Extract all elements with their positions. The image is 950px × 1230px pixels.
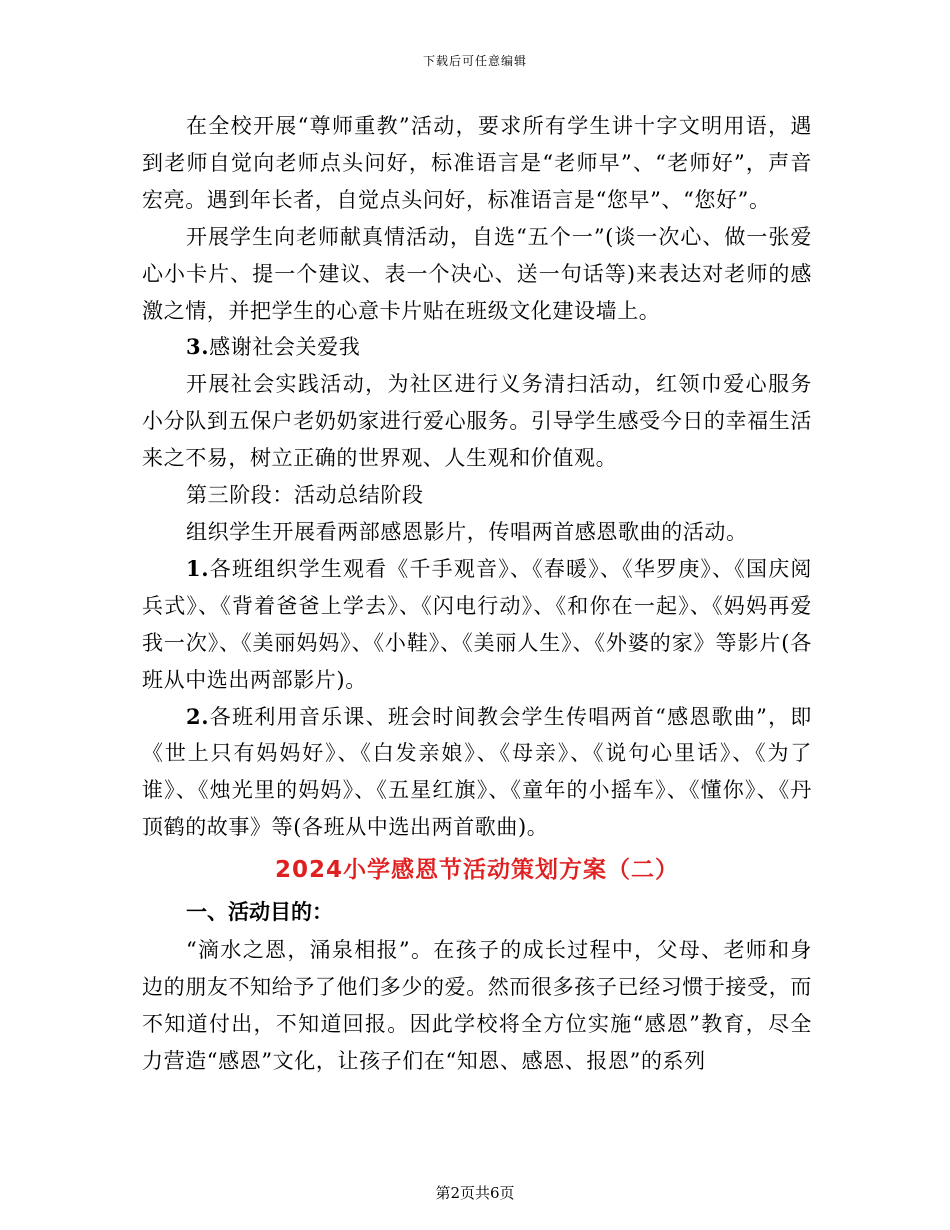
- document-title-part2: 2024小学感恩节活动策划方案（二）: [274, 857, 679, 884]
- paragraph-films-songs: 组织学生开展看两部感恩影片，传唱两首感恩歌曲的活动。: [186, 519, 748, 544]
- section-title: 感谢社会关爱我: [209, 335, 361, 360]
- page-footer: 第2页共6页: [435, 1184, 515, 1202]
- list-number: 2.: [186, 703, 210, 729]
- list-text: 各班利用音乐课、班会时间教会学生传唱两首“感恩歌曲”，即《世上只有妈妈好》、《白发亲娘》、《母亲》、《说句心里话》、《为了谁》、《烛光里的妈妈》、《五星红旗》、《童年的小摇车》、《懂你》、《丹顶鹤的故事》等(各班从中选出两首歌曲)。: [142, 704, 812, 840]
- paragraph-social-practice: 开展社会实践活动，为社区进行义务清扫活动，红领巾爱心服务小分队到五保户老奶奶家进行爱心服务。引导学生感受今日的幸福生活来之不易，树立正确的世界观、人生观和价值观。: [142, 372, 812, 471]
- list-text: 各班组织学生观看《千手观音》、《春暖》、《华罗庚》、《国庆阅兵式》、《背着爸爸上学去》、《闪电行动》、《和你在一起》、《妈妈再爱我一次》、《美丽妈妈》、《小鞋》、《美丽人生》、《外婆的家》等影片(各班从中选出两部影片)。: [142, 556, 812, 692]
- list-number: 1.: [186, 555, 210, 581]
- paragraph-respect-teachers: 在全校开展“尊师重教”活动，要求所有学生讲十字文明用语，遇到老师自觉向老师点头问好，标准语言是“老师早”、“老师好”，声音宏亮。遇到年长者，自觉点头问好，标准语言是“您早”、“您好”。: [142, 114, 812, 212]
- section-number: 3.: [186, 334, 210, 360]
- paragraph-goal: “滴水之恩，涌泉相报”。在孩子的成长过程中，父母、老师和身边的朋友不知给予了他们多少的爱。然而很多孩子已经习惯于接受，而不知道付出，不知道回报。因此学校将全方位实施“感恩”教育，尽全力营造“感恩”文化，让孩子们在“知恩、感恩、报恩”的系列: [142, 938, 812, 1073]
- list-item-songs: [142, 699, 812, 847]
- document-body: [142, 108, 812, 1080]
- paragraph-five-ones: 开展学生向老师献真情活动，自选“五个一”(谈一次心、做一张爱心小卡片、提一个建议、表一个决心、送一句话等)来表达对老师的感激之情，并把学生的心意卡片贴在班级文化建设墙上。: [142, 224, 812, 323]
- page-header: 下载后可任意编辑: [422, 54, 527, 68]
- stage-heading: 第三阶段：活动总结阶段: [186, 483, 424, 508]
- heading-activity-goal: 一、活动目的：: [186, 900, 333, 925]
- list-item-films: [142, 551, 812, 699]
- section-heading-thank-society: [142, 329, 812, 366]
